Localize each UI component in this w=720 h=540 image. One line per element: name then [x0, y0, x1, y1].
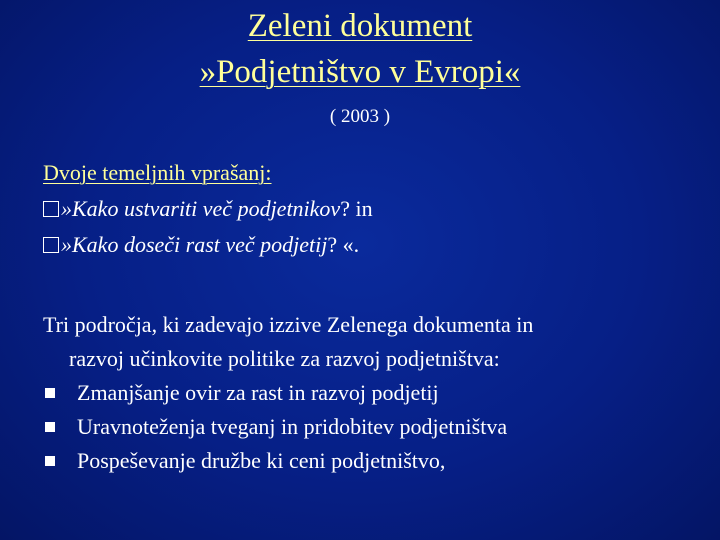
intro-line-1: Tri področja, ki zadevajo izzive Zelenega dokumenta in [43, 312, 534, 337]
title-line-2: »Podjetništvo v Evropi« [199, 54, 521, 90]
year-label: ( 2003 ) [329, 106, 391, 127]
filled-square-bullet-icon [45, 456, 55, 466]
list-item [43, 444, 507, 478]
filled-square-bullet-icon [45, 422, 55, 432]
bullet-text: Zmanjšanje ovir za rast in razvoj podjetij [77, 380, 439, 405]
question-item [43, 196, 373, 222]
question-tail: ? «. [327, 232, 360, 257]
filled-square-bullet-icon [45, 388, 55, 398]
question-item [43, 232, 359, 258]
hollow-square-icon [43, 237, 59, 253]
question-text: »Kako ustvariti več podjetnikov [61, 196, 341, 221]
question-tail: ? in [340, 196, 373, 221]
bullet-text: Pospeševanje družbe ki ceni podjetništvo, [77, 448, 446, 473]
hollow-square-icon [43, 201, 59, 217]
question-text: »Kako doseči rast več podjetij [61, 232, 328, 257]
title-line-1: Zeleni dokument [247, 8, 473, 44]
intro-line-2: razvoj učinkovite politike za razvoj podjetništva: [69, 346, 500, 371]
questions-heading: Dvoje temeljnih vprašanj: [43, 160, 272, 185]
list-item [43, 410, 507, 444]
list-item [43, 376, 507, 410]
intro-paragraph [43, 308, 683, 376]
bullet-text: Uravnoteženja tveganj in pridobitev podjetništva [77, 414, 508, 439]
bullet-list [43, 376, 507, 478]
